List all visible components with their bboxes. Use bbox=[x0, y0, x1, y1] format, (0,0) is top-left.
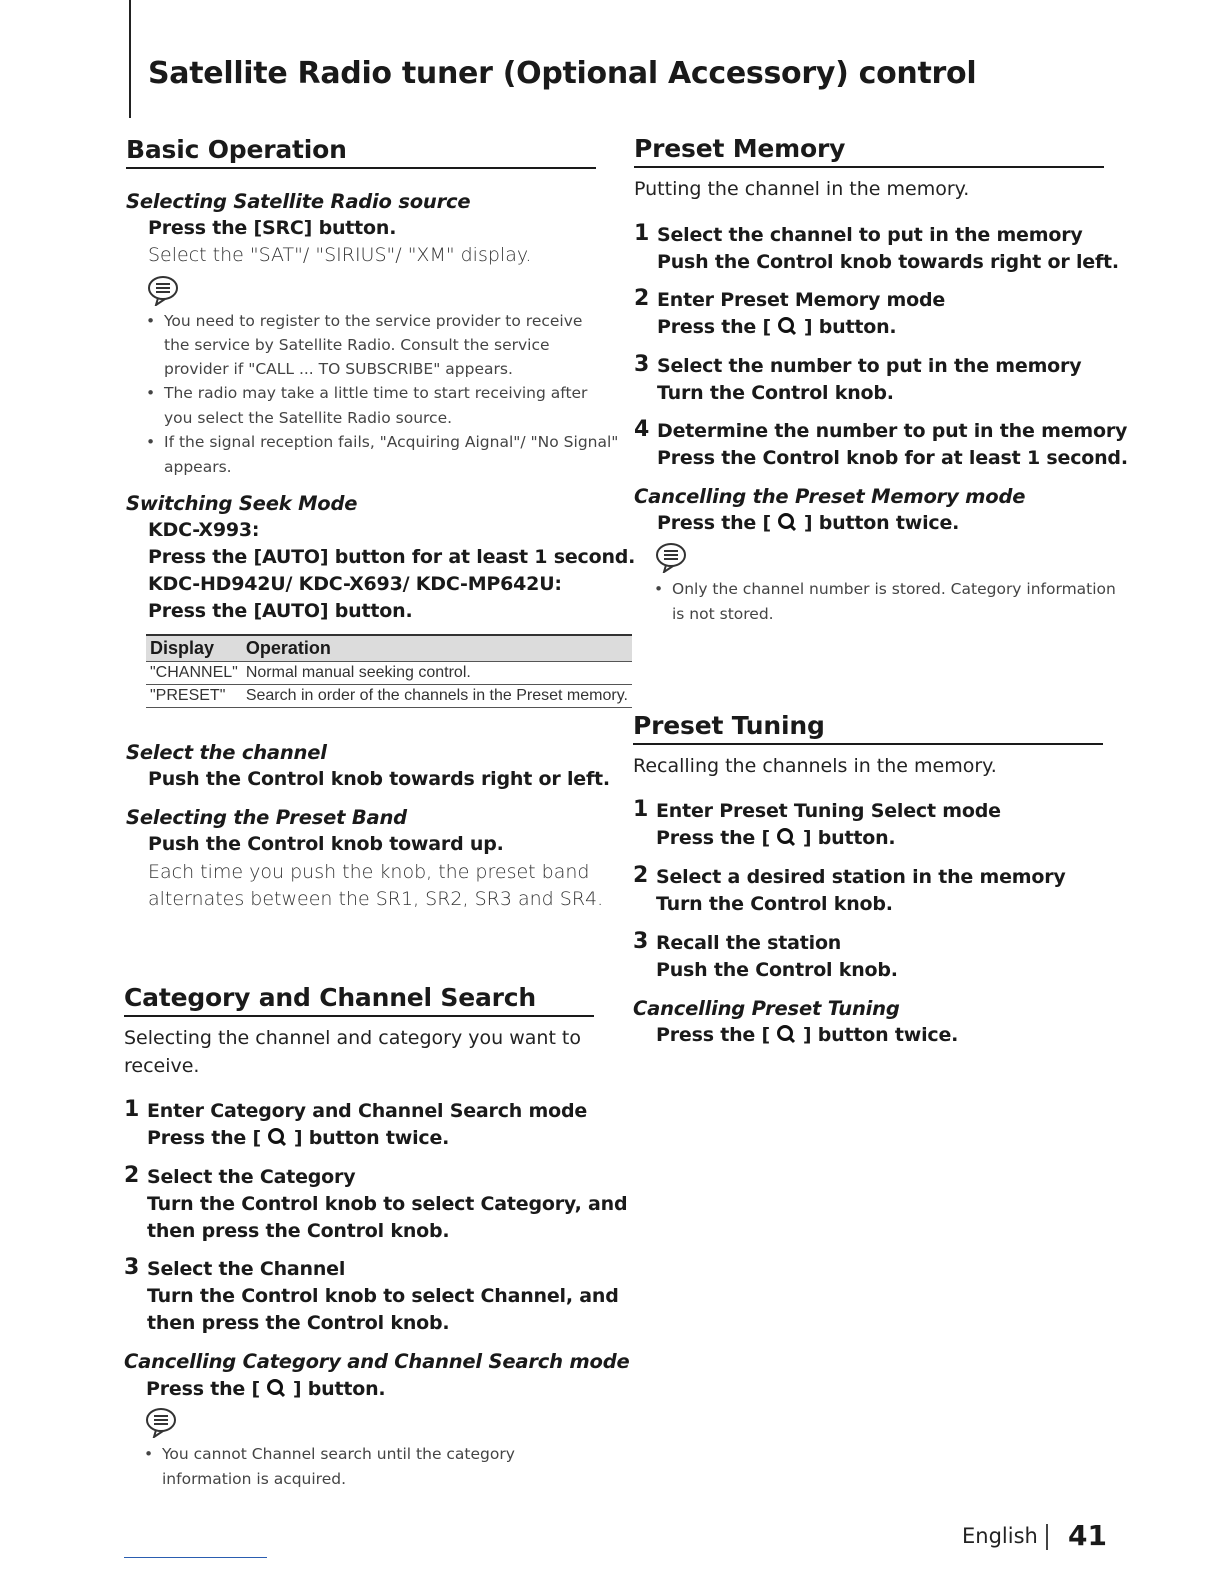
step-line: Push the Control knob. bbox=[656, 959, 898, 981]
band-subtitle: Selecting the Preset Band bbox=[126, 806, 407, 829]
note-line: provider if "CALL ... TO SUBSCRIBE" appears. bbox=[164, 360, 513, 378]
bullet-dot: • bbox=[146, 312, 156, 330]
step-line: Push the Control knob towards right or left. bbox=[657, 251, 1119, 273]
category-heading: Category and Channel Search bbox=[124, 983, 594, 1017]
cancel-line-post: ] button twice. bbox=[797, 512, 960, 534]
search-key-icon bbox=[777, 512, 797, 532]
preset-memory-heading-block bbox=[634, 134, 1104, 168]
bullet-dot: • bbox=[144, 1445, 154, 1463]
step-line-post: ] button twice. bbox=[287, 1127, 450, 1149]
step-line: then press the Control knob. bbox=[147, 1312, 450, 1334]
basic-operation-heading-block bbox=[126, 135, 596, 169]
cancel-line-post: ] button. bbox=[286, 1378, 386, 1400]
table-header-row bbox=[146, 635, 632, 662]
seek-action-2: Press the [AUTO] button. bbox=[148, 600, 413, 622]
step-line-pre: Press the [ bbox=[657, 316, 778, 338]
bottom-rule bbox=[124, 1557, 267, 1558]
step-line: Turn the Control knob to select Category, and bbox=[147, 1193, 628, 1215]
step-number: 1 bbox=[633, 797, 649, 822]
seek-mode-table bbox=[146, 634, 632, 708]
preset-memory-heading: Preset Memory bbox=[634, 134, 1104, 168]
search-key-icon bbox=[777, 316, 797, 336]
footer-separator bbox=[1046, 1524, 1048, 1550]
seek-model-2: KDC-HD942U/ KDC-X693/ KDC-MP642U: bbox=[148, 573, 562, 595]
note-line: the service by Satellite Radio. Consult the service bbox=[164, 336, 550, 354]
cancel-line-post: ] button twice. bbox=[796, 1024, 959, 1046]
step-line: then press the Control knob. bbox=[147, 1220, 450, 1242]
search-key-icon bbox=[267, 1127, 287, 1147]
band-action: Push the Control knob toward up. bbox=[148, 833, 504, 855]
cancel-line-pre: Press the [ bbox=[657, 512, 778, 534]
preset-memory-cancel-subtitle: Cancelling the Preset Memory mode bbox=[634, 485, 1026, 508]
step-title: Enter Preset Tuning Select mode bbox=[656, 800, 1001, 822]
step-line-post: ] button. bbox=[796, 827, 896, 849]
step-number: 3 bbox=[124, 1255, 140, 1280]
step-line: Turn the Control knob. bbox=[656, 893, 893, 915]
table-row bbox=[146, 662, 632, 685]
step-title: Enter Category and Channel Search mode bbox=[147, 1100, 588, 1122]
category-intro-line: receive. bbox=[124, 1055, 200, 1077]
band-desc-line: Each time you push the knob, the preset band bbox=[148, 861, 590, 883]
preset-memory-intro: Putting the channel in the memory. bbox=[634, 178, 970, 200]
note-line: Only the channel number is stored. Category information bbox=[672, 580, 1116, 598]
note-line: appears. bbox=[164, 458, 232, 476]
note-line: You cannot Channel search until the category bbox=[162, 1445, 515, 1463]
cancel-line-pre: Press the [ bbox=[146, 1378, 267, 1400]
step-title: Select a desired station in the memory bbox=[656, 866, 1066, 888]
basic-operation-heading: Basic Operation bbox=[126, 135, 596, 169]
src-desc: Select the "SAT"/ "SIRIUS"/ "XM" display. bbox=[148, 244, 532, 266]
step-number: 2 bbox=[124, 1163, 140, 1188]
note-line: information is acquired. bbox=[162, 1470, 347, 1488]
category-intro-line: Selecting the channel and category you want to bbox=[124, 1027, 582, 1049]
bullet-dot: • bbox=[654, 580, 664, 598]
step-line-pre: Press the [ bbox=[147, 1127, 268, 1149]
note-line: you select the Satellite Radio source. bbox=[164, 409, 453, 427]
step-title: Select the channel to put in the memory bbox=[657, 224, 1083, 246]
step-line bbox=[656, 827, 895, 849]
src-action: Press the [SRC] button. bbox=[148, 217, 397, 239]
step-title: Select the Category bbox=[147, 1166, 356, 1188]
page-number: 41 bbox=[1068, 1519, 1107, 1552]
table-row bbox=[146, 685, 632, 708]
step-line-post: ] button. bbox=[797, 316, 897, 338]
seek-action-1: Press the [AUTO] button for at least 1 second. bbox=[148, 546, 636, 568]
table-header-display: Display bbox=[146, 635, 242, 662]
search-key-icon bbox=[776, 827, 796, 847]
step-number: 2 bbox=[633, 863, 649, 888]
step-title: Determine the number to put in the memory bbox=[657, 420, 1128, 442]
src-subtitle: Selecting Satellite Radio source bbox=[126, 190, 471, 213]
step-line bbox=[657, 316, 896, 338]
category-cancel-subtitle: Cancelling Category and Channel Search mode bbox=[124, 1350, 630, 1373]
table-cell: Normal manual seeking control. bbox=[242, 662, 632, 685]
step-number: 4 bbox=[634, 417, 650, 442]
preset-tuning-cancel-action bbox=[656, 1024, 958, 1046]
channel-action: Push the Control knob towards right or left. bbox=[148, 768, 610, 790]
note-line: You need to register to the service provider to receive bbox=[164, 312, 583, 330]
category-heading-block bbox=[124, 983, 594, 1017]
step-number: 2 bbox=[634, 286, 650, 311]
page-title: Satellite Radio tuner (Optional Accessory) control bbox=[148, 56, 977, 91]
table-cell: "CHANNEL" bbox=[146, 662, 242, 685]
step-number: 1 bbox=[124, 1097, 140, 1122]
step-number: 3 bbox=[633, 929, 649, 954]
table-cell: "PRESET" bbox=[146, 685, 242, 708]
footer-language: English bbox=[962, 1524, 1038, 1548]
search-key-icon bbox=[266, 1378, 286, 1398]
preset-tuning-heading-block bbox=[633, 711, 1103, 745]
step-number: 1 bbox=[634, 221, 650, 246]
step-line bbox=[147, 1127, 449, 1149]
step-line: Press the Control knob for at least 1 second. bbox=[657, 447, 1128, 469]
search-key-icon bbox=[776, 1024, 796, 1044]
cancel-line-pre: Press the [ bbox=[656, 1024, 777, 1046]
band-desc-line: alternates between the SR1, SR2, SR3 and SR4. bbox=[148, 888, 604, 910]
step-number: 3 bbox=[634, 352, 650, 377]
bullet-dot: • bbox=[146, 384, 156, 402]
note-icon bbox=[654, 541, 690, 573]
table-header-operation: Operation bbox=[242, 635, 632, 662]
seek-subtitle: Switching Seek Mode bbox=[126, 492, 358, 515]
note-line: The radio may take a little time to start receiving after bbox=[164, 384, 588, 402]
channel-subtitle: Select the channel bbox=[126, 741, 327, 764]
step-line: Turn the Control knob to select Channel, and bbox=[147, 1285, 619, 1307]
note-icon bbox=[144, 1406, 180, 1438]
category-cancel-action bbox=[146, 1378, 385, 1400]
step-title: Select the number to put in the memory bbox=[657, 355, 1082, 377]
step-line: Turn the Control knob. bbox=[657, 382, 894, 404]
table-cell: Search in order of the channels in the Preset memory. bbox=[242, 685, 632, 708]
step-title: Recall the station bbox=[656, 932, 842, 954]
preset-tuning-cancel-subtitle: Cancelling Preset Tuning bbox=[633, 997, 900, 1020]
step-line-pre: Press the [ bbox=[656, 827, 777, 849]
header-rule bbox=[129, 0, 131, 118]
bullet-dot: • bbox=[146, 433, 156, 451]
preset-tuning-intro: Recalling the channels in the memory. bbox=[633, 755, 997, 777]
note-line: is not stored. bbox=[672, 605, 774, 623]
note-icon bbox=[146, 274, 182, 306]
preset-tuning-heading: Preset Tuning bbox=[633, 711, 1103, 745]
note-line: If the signal reception fails, "Acquiring Aignal"/ "No Signal" bbox=[164, 433, 619, 451]
step-title: Select the Channel bbox=[147, 1258, 346, 1280]
preset-memory-cancel-action bbox=[657, 512, 959, 534]
step-title: Enter Preset Memory mode bbox=[657, 289, 946, 311]
seek-model-1: KDC-X993: bbox=[148, 519, 260, 541]
